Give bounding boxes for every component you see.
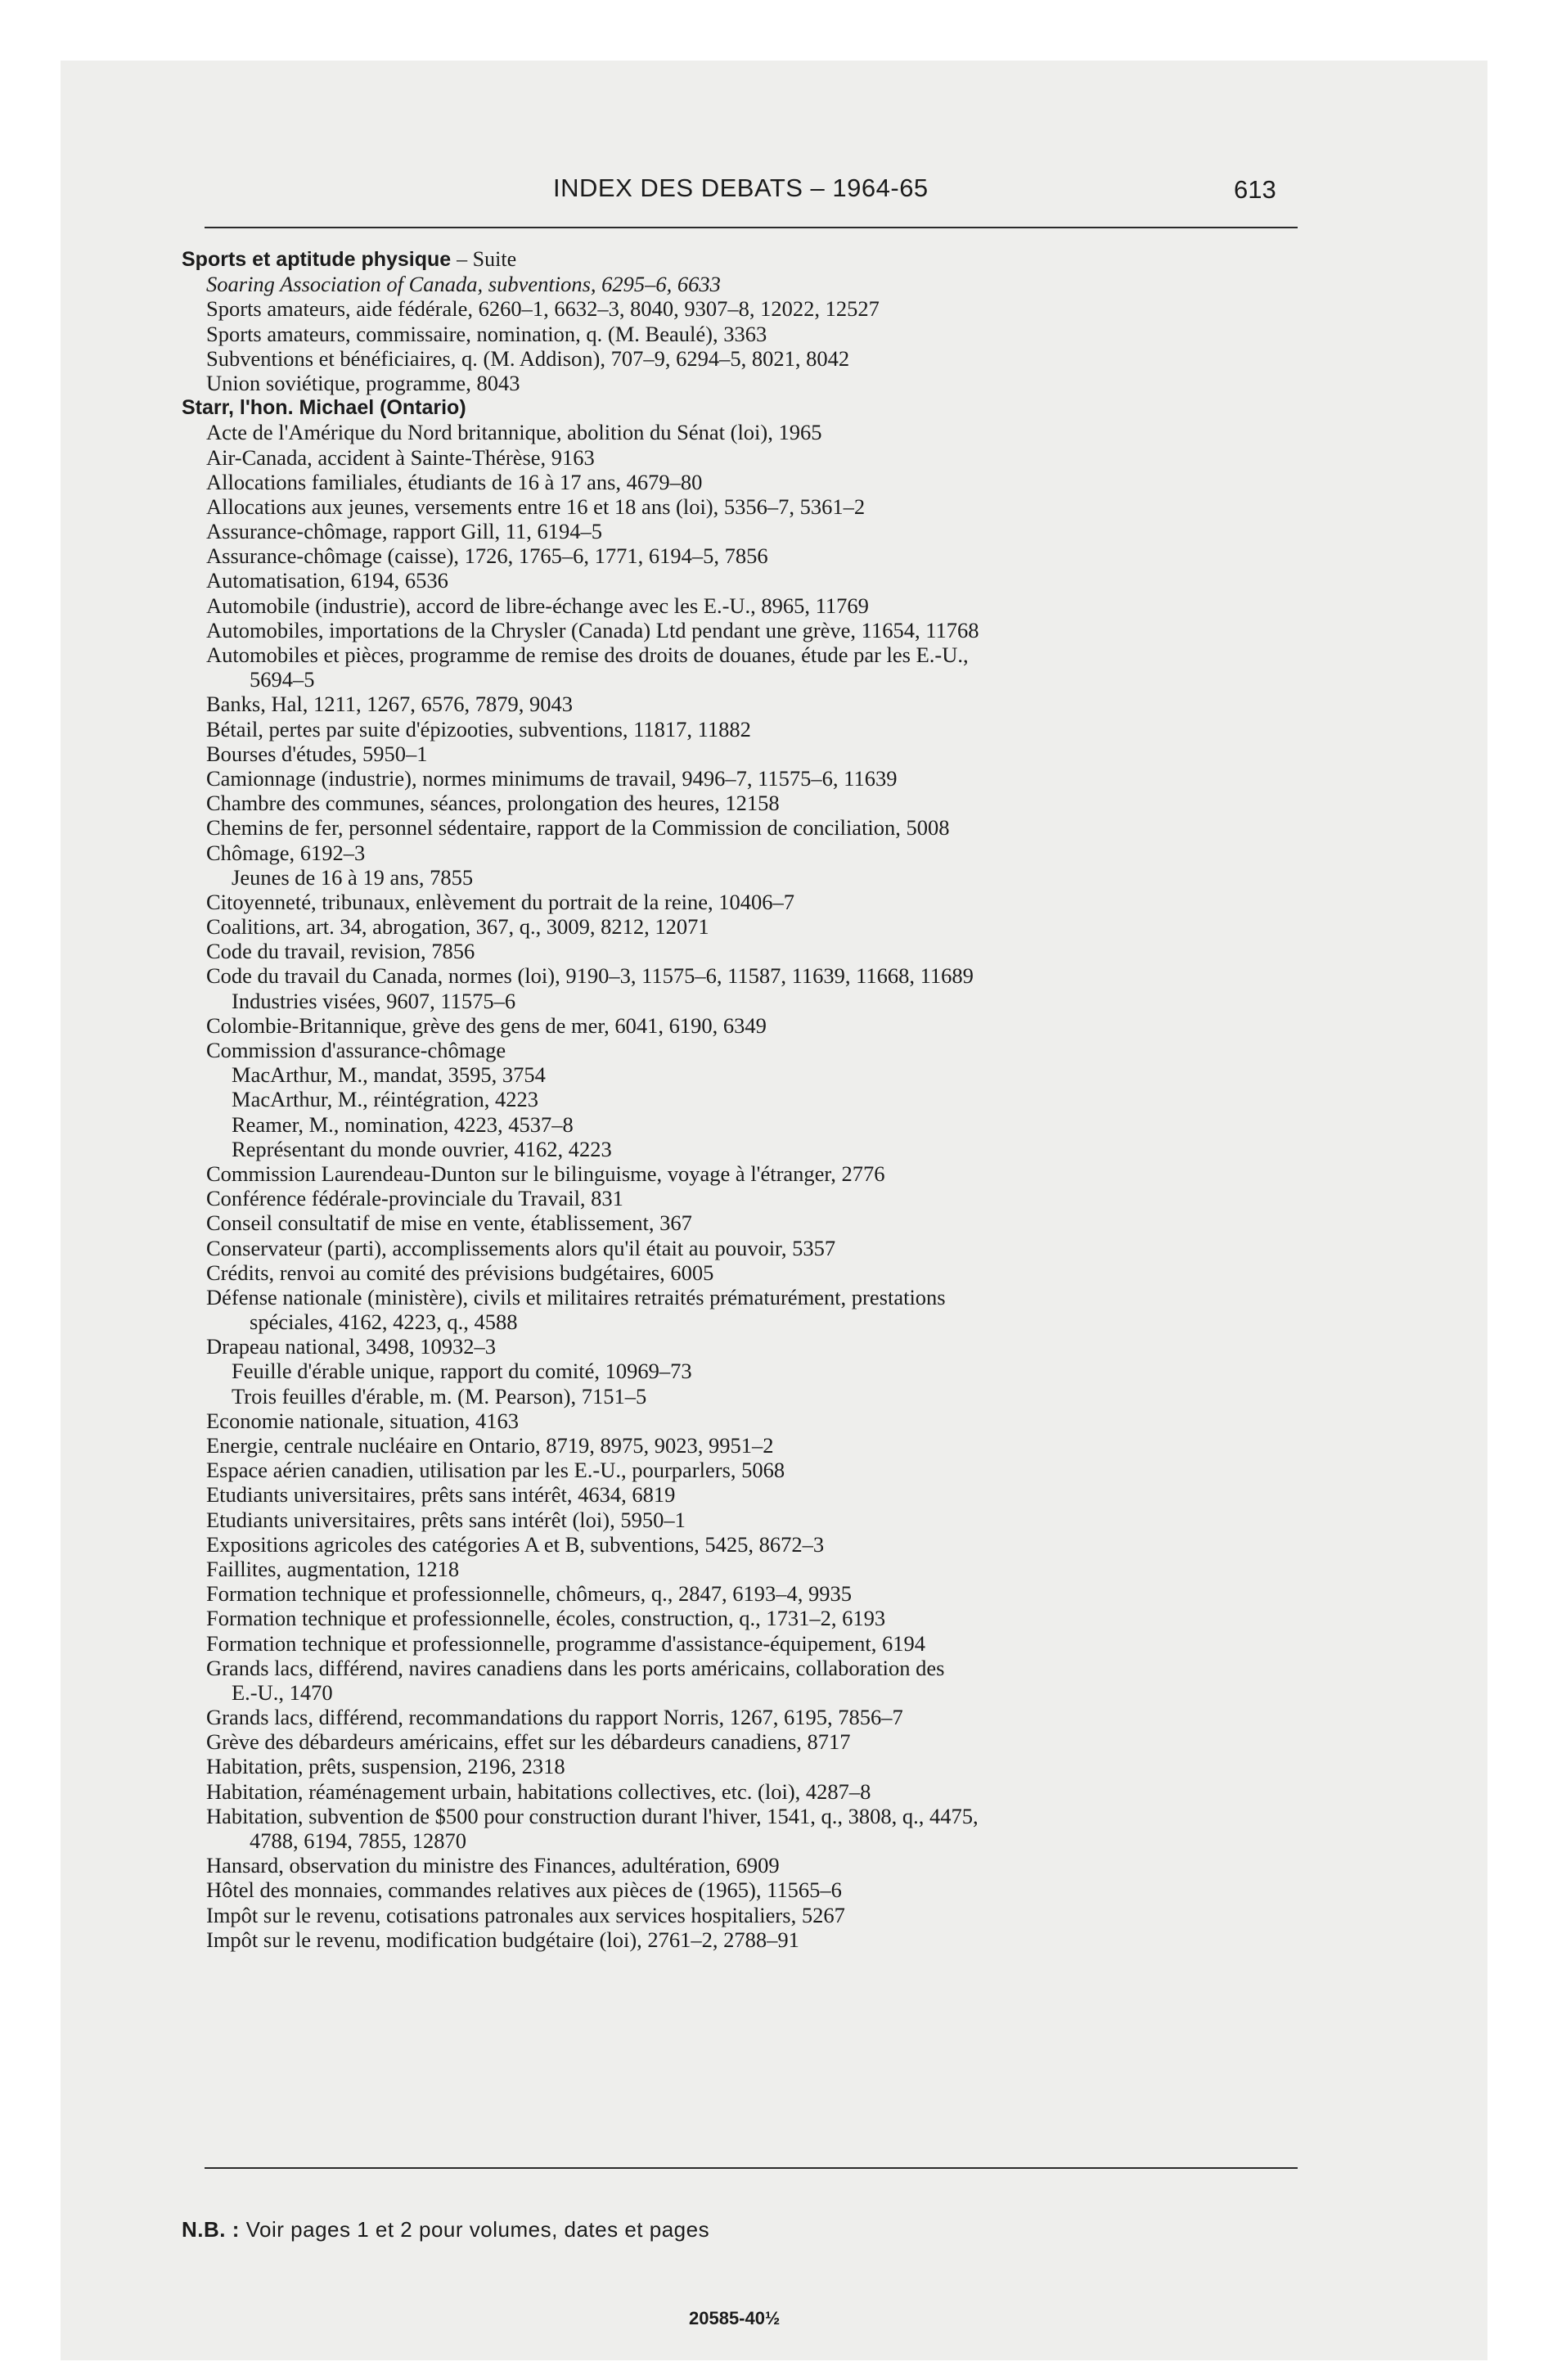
index-entry: Banks, Hal, 1211, 1267, 6576, 7879, 9043 <box>206 692 574 717</box>
index-entry: Habitation, réaménagement urbain, habitations collectives, etc. (loi), 4287–8 <box>206 1778 871 1804</box>
page-number: 613 <box>1234 175 1276 204</box>
index-entries <box>182 247 1303 1952</box>
index-entry: Allocations aux jeunes, versements entre 16 et 18 ans (loi), 5356–7, 5361–2 <box>206 494 866 519</box>
index-entry: Code du travail du Canada, normes (loi), 9190–3, 11575–6, 11587, 11639, 11668, 11689 <box>206 963 974 989</box>
index-entry: Bétail, pertes par suite d'épizooties, subventions, 11817, 11882 <box>206 716 751 741</box>
index-entry: Expositions agricoles des catégories A et B, subventions, 5425, 8672–3 <box>206 1531 825 1557</box>
footnote-prefix: N.B. : <box>182 2217 240 2242</box>
index-entry: Hansard, observation du ministre des Finances, adultération, 6909 <box>206 1853 780 1878</box>
index-subentry: MacArthur, M., mandat, 3595, 3754 <box>232 1062 546 1088</box>
index-entry: Air-Canada, accident à Sainte-Thérèse, 9163 <box>206 444 595 470</box>
index-subentry: Industries visées, 9607, 11575–6 <box>232 988 516 1013</box>
index-entry: Défense nationale (ministère), civils et militaires retraités prématurément, prestations <box>206 1284 946 1309</box>
print-code: 20585-40½ <box>689 2308 781 2328</box>
index-entry: Etudiants universitaires, prêts sans intérêt, 4634, 6819 <box>206 1482 676 1508</box>
index-subentry: Reamer, M., nomination, 4223, 4537–8 <box>232 1111 574 1137</box>
index-entry: Subventions et bénéficiaires, q. (M. Addison), 707–9, 6294–5, 8021, 8042 <box>206 345 850 371</box>
index-entry: Crédits, renvoi au comité des prévisions budgétaires, 6005 <box>206 1260 714 1285</box>
index-entry: Etudiants universitaires, prêts sans intérêt (loi), 5950–1 <box>206 1507 686 1532</box>
index-entry: Automobile (industrie), accord de libre-échange avec les E.-U., 8965, 11769 <box>206 593 869 618</box>
index-entry-continuation: 5694–5 <box>250 667 315 692</box>
footnote-text: Voir pages 1 et 2 pour volumes, dates et pages <box>245 2217 710 2242</box>
index-entry: Assurance-chômage, rapport Gill, 11, 6194–5 <box>206 519 602 544</box>
index-entry: Formation technique et professionnelle, écoles, construction, q., 1731–2, 6193 <box>206 1606 886 1631</box>
index-entry: Assurance-chômage (caisse), 1726, 1765–6, 1771, 6194–5, 7856 <box>206 543 768 569</box>
index-entry: Allocations familiales, étudiants de 16 à 17 ans, 4679–80 <box>206 469 703 494</box>
index-subentry: Trois feuilles d'érable, m. (M. Pearson), 7151–5 <box>232 1383 647 1409</box>
index-entry: Automatisation, 6194, 6536 <box>206 568 448 593</box>
index-entry: Camionnage (industrie), normes minimums de travail, 9496–7, 11575–6, 11639 <box>206 765 898 791</box>
page-header-title: INDEX DES DEBATS – 1964-65 <box>553 174 929 202</box>
footnote <box>182 2217 709 2243</box>
index-entry-continuation: 4788, 6194, 7855, 12870 <box>250 1828 466 1853</box>
index-entry: Conseil consultatif de mise en vente, établissement, 367 <box>206 1210 692 1236</box>
header-rule <box>205 227 1298 228</box>
index-entry: Coalitions, art. 34, abrogation, 367, q., 3009, 8212, 12071 <box>206 914 709 940</box>
index-subentry: Jeunes de 16 à 19 ans, 7855 <box>232 864 474 890</box>
index-entry: Drapeau national, 3498, 10932–3 <box>206 1334 496 1359</box>
section-heading <box>182 247 1303 272</box>
index-entry: Grands lacs, différend, recommandations du rapport Norris, 1267, 6195, 7856–7 <box>206 1705 903 1730</box>
index-entry: Habitation, prêts, suspension, 2196, 2318 <box>206 1754 565 1779</box>
index-entry: Soaring Association of Canada, subventions, 6295–6, 6633 <box>206 272 721 297</box>
index-entry: Bourses d'études, 5950–1 <box>206 741 428 766</box>
index-entry: Sports amateurs, commissaire, nomination, q. (M. Beaulé), 3363 <box>206 321 767 346</box>
section-heading-suffix: – Suite <box>457 247 517 271</box>
index-entry: Formation technique et professionnelle, programme d'assistance-équipement, 6194 <box>206 1630 926 1656</box>
index-entry: Grève des débardeurs américains, effet sur les débardeurs canadiens, 8717 <box>206 1729 851 1755</box>
index-entry: Hôtel des monnaies, commandes relatives aux pièces de (1965), 11565–6 <box>206 1877 842 1903</box>
index-entry: Habitation, subvention de $500 pour construction durant l'hiver, 1541, q., 3808, q., 4475, <box>206 1803 979 1828</box>
index-subentry: Représentant du monde ouvrier, 4162, 4223 <box>232 1136 612 1161</box>
index-entry: Citoyenneté, tribunaux, enlèvement du portrait de la reine, 10406–7 <box>206 889 794 914</box>
index-entry-continuation: spéciales, 4162, 4223, q., 4588 <box>250 1309 518 1335</box>
index-entry: Formation technique et professionnelle, chômeurs, q., 2847, 6193–4, 9935 <box>206 1581 852 1607</box>
index-subentry: MacArthur, M., réintégration, 4223 <box>232 1087 538 1112</box>
index-entry: Faillites, augmentation, 1218 <box>206 1556 460 1581</box>
index-entry: Acte de l'Amérique du Nord britannique, abolition du Sénat (loi), 1965 <box>206 420 822 445</box>
index-subentry: Feuille d'érable unique, rapport du comité, 10969–73 <box>232 1359 692 1384</box>
index-entry: Impôt sur le revenu, modification budgétaire (loi), 2761–2, 2788–91 <box>206 1927 799 1952</box>
index-entry: Economie nationale, situation, 4163 <box>206 1408 519 1433</box>
section-heading-title: Sports et aptitude physique <box>182 248 452 271</box>
index-entry: Conservateur (parti), accomplissements alors qu'il était au pouvoir, 5357 <box>206 1235 836 1260</box>
index-entry: Automobiles et pièces, programme de remise des droits de douanes, étude par les E.-U., <box>206 642 969 667</box>
index-entry: Grands lacs, différend, navires canadiens dans les ports américains, collaboration des <box>206 1655 945 1680</box>
index-entry: Code du travail, revision, 7856 <box>206 939 475 964</box>
index-entry-continuation: E.-U., 1470 <box>232 1679 333 1705</box>
index-entry: Sports amateurs, aide fédérale, 6260–1, 6632–3, 8040, 9307–8, 12022, 12527 <box>206 296 880 322</box>
index-entry: Impôt sur le revenu, cotisations patronales aux services hospitaliers, 5267 <box>206 1902 845 1927</box>
footer-rule <box>205 2167 1298 2169</box>
index-entry: Chômage, 6192–3 <box>206 840 366 865</box>
index-entry: Automobiles, importations de la Chrysler (Canada) Ltd pendant une grève, 11654, 11768 <box>206 617 979 642</box>
index-entry: Union soviétique, programme, 8043 <box>206 370 520 395</box>
index-entry: Chambre des communes, séances, prolongation des heures, 12158 <box>206 791 780 816</box>
index-entry: Commission d'assurance-chômage <box>206 1038 506 1062</box>
index-entry: Commission Laurendeau-Dunton sur le bilinguisme, voyage à l'étranger, 2776 <box>206 1161 885 1186</box>
index-entry: Espace aérien canadien, utilisation par les E.-U., pourparlers, 5068 <box>206 1458 785 1483</box>
index-entry: Chemins de fer, personnel sédentaire, rapport de la Commission de conciliation, 5008 <box>206 815 950 841</box>
index-entry: Conférence fédérale-provinciale du Travail, 831 <box>206 1186 623 1211</box>
member-heading: Starr, l'hon. Michael (Ontario) <box>182 396 466 420</box>
index-entry: Colombie-Britannique, grève des gens de mer, 6041, 6190, 6349 <box>206 1012 767 1038</box>
index-entry: Energie, centrale nucléaire en Ontario, 8719, 8975, 9023, 9951–2 <box>206 1433 774 1458</box>
